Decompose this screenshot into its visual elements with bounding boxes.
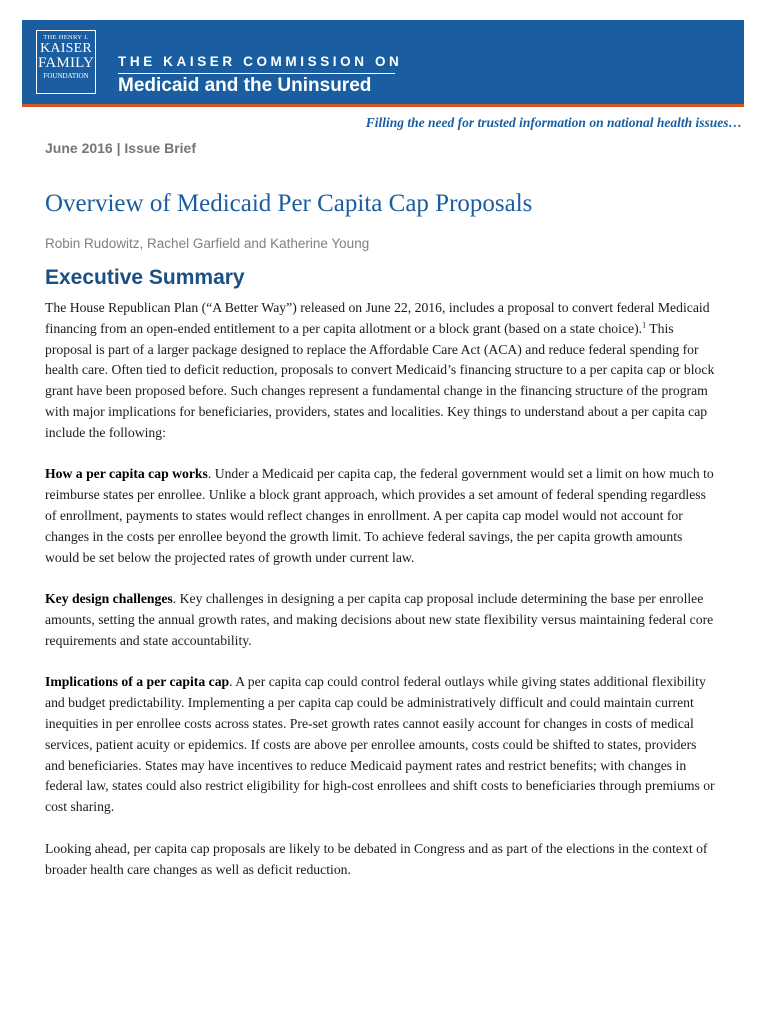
intro-text-a: The House Republican Plan (“A Better Way”) released on June 22, 2016, includes a proposal to convert federal Medicaid financing from an open-ended entitlement to a per capita allotment or a block grant (based on a state choice). [45, 300, 710, 336]
intro-text-b: This proposal is part of a larger package designed to replace the Affordable Care Act (ACA) and reduce federal spending for health care. Often tied to deficit reduction, proposals to convert Medicaid’s financing structure to a per capita cap or block grant have been proposed before. Such changes represent a fundamental change in the financing structure of the program with major implications for beneficiaries, providers, states and localities. Key things to understand about a per capita cap include the following: [45, 320, 715, 440]
banner-divider [118, 73, 395, 74]
design-challenges-body: . Key challenges in designing a per capita cap proposal include determining the base per enrollee amounts, setting the annual growth rates, and making decisions about new state flexibility versus maintaining federal core requirements and state accountability. [45, 591, 714, 648]
banner-accent-rule [22, 104, 744, 107]
how-it-works-heading: How a per capita cap works [45, 466, 208, 482]
paragraph-design-challenges [45, 589, 717, 651]
section-heading: Executive Summary [45, 266, 245, 289]
logo-line-2: KAISER [40, 41, 92, 56]
page-title: Overview of Medicaid Per Capita Cap Proposals [45, 190, 533, 217]
implications-body: . A per capita cap could control federal outlays while giving states additional flexibility and budget predictability. Implementing a per capita cap could be administratively difficult and could maintain current inequities in per enrollee costs across states. Pre-set growth rates cannot easily account for changes in costs of medical services, patient acuity or epidemics. If costs are above per enrollee amounts, costs could be shifted to states, providers and beneficiaries. States may have incentives to reduce Medicaid payment rates and restrict benefits; with changes in federal law, states could also restrict eligibility for high-cost enrollees and shift costs to beneficiaries through premiums or cost sharing. [45, 674, 715, 815]
logo-line-3: FAMILY [37, 55, 95, 71]
tagline: Filling the need for trusted information on national health issues… [365, 115, 742, 130]
logo-line-1: THE HENRY J. [43, 34, 89, 41]
implications-heading: Implications of a per capita cap [45, 674, 230, 690]
kff-logo[interactable] [36, 30, 96, 94]
logo-line-4: FOUNDATION [43, 72, 89, 80]
authors: Robin Rudowitz, Rachel Garfield and Katherine Young [45, 236, 370, 251]
footnote-ref[interactable]: 1 [642, 320, 647, 330]
design-challenges-heading: Key design challenges [45, 591, 173, 607]
commission-label: THE KAISER COMMISSION ON [118, 54, 403, 69]
paragraph-implications [45, 672, 717, 818]
paragraph-intro [45, 298, 717, 444]
document-body [45, 298, 717, 901]
paragraph-outlook: Looking ahead, per capita cap proposals are likely to be debated in Congress and as part of the elections in the context of broader health care changes as well as deficit reduction. [45, 840, 708, 877]
issue-line: June 2016 | Issue Brief [45, 140, 196, 156]
commission-name: Medicaid and the Uninsured [118, 75, 372, 96]
paragraph-how-it-works [45, 464, 717, 568]
how-it-works-body: . Under a Medicaid per capita cap, the federal government would set a limit on how much to reimburse states per enrollee. Unlike a block grant approach, which provides a set amount of federal spending regardless of enrollment, payments to states would reflect changes in enrollment. A per capita cap model would not account for changes in the costs per enrollee beyond the growth limit. To achieve federal savings, the per capita growth amounts would be set below the projected rates of growth under current law. [45, 466, 714, 565]
header-banner [22, 20, 744, 104]
